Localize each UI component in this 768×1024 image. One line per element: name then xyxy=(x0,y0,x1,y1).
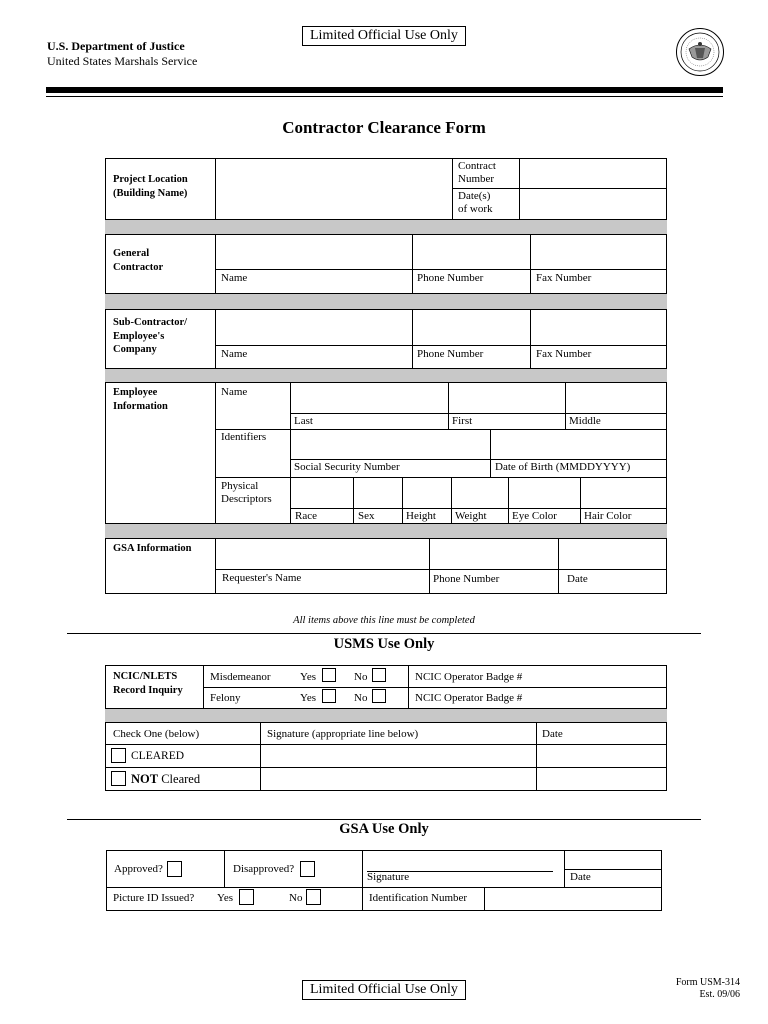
gsa-signature-label: Signature xyxy=(367,871,410,883)
weight-caption: Weight xyxy=(455,510,487,522)
requester-name-caption: Requester's Name xyxy=(222,572,302,584)
felony-yes-checkbox[interactable] xyxy=(322,689,336,703)
header-rule-thin xyxy=(46,96,723,97)
picture-id-label: Picture ID Issued? xyxy=(113,892,195,904)
gsa-use-date-label: Date xyxy=(570,871,591,883)
height-caption: Height xyxy=(406,510,436,522)
sex-caption: Sex xyxy=(358,510,375,522)
service-name: United States Marshals Service xyxy=(47,54,198,68)
picture-id-no-label: No xyxy=(289,892,303,904)
badge-label-2: NCIC Operator Badge # xyxy=(415,692,523,704)
sc-fax-input[interactable] xyxy=(532,312,666,344)
doj-seal-icon xyxy=(675,27,725,77)
last-name-caption: Last xyxy=(294,415,313,427)
gsa-use-date-input[interactable] xyxy=(566,852,661,868)
felony-label: Felony xyxy=(210,692,241,704)
ssn-input[interactable] xyxy=(292,431,489,458)
eye-color-input[interactable] xyxy=(510,479,579,507)
dob-caption: Date of Birth (MMDDYYYY) xyxy=(495,461,631,473)
sc-name-caption: Name xyxy=(221,348,248,360)
separator-bar xyxy=(105,219,667,235)
dob-input[interactable] xyxy=(492,431,666,458)
misdemeanor-yes-label: Yes xyxy=(300,671,317,683)
cleared-label: CLEARED xyxy=(131,750,185,762)
requester-name-input[interactable] xyxy=(217,541,428,568)
header-rule-thick xyxy=(46,87,723,93)
race-input[interactable] xyxy=(292,479,352,507)
signature-label: Signature (appropriate line below) xyxy=(267,728,419,740)
gsa-information-label: GSA Information xyxy=(113,543,192,554)
gsa-section-heading: GSA Use Only xyxy=(339,821,429,837)
form-established-date: Est. 09/06 xyxy=(699,989,740,1000)
badge-label-1: NCIC Operator Badge # xyxy=(415,671,523,683)
sc-phone-caption: Phone Number xyxy=(417,348,484,360)
check-one-label: Check One (below) xyxy=(113,728,200,740)
gc-phone-caption: Phone Number xyxy=(417,272,484,284)
height-input[interactable] xyxy=(404,479,450,507)
ssn-caption: Social Security Number xyxy=(294,461,400,473)
top-classification-banner: Limited Official Use Only xyxy=(302,26,466,46)
form-title: Contractor Clearance Form xyxy=(282,118,486,137)
middle-name-caption: Middle xyxy=(569,415,601,427)
picture-id-yes-checkbox[interactable] xyxy=(239,889,254,905)
misdemeanor-no-label: No xyxy=(354,671,368,683)
picture-id-no-checkbox[interactable] xyxy=(306,889,321,905)
usms-section-heading: USMS Use Only xyxy=(333,636,435,652)
contract-number-input[interactable] xyxy=(521,160,666,187)
sub-contractor-label: Sub-Contractor/ Employee's Company xyxy=(113,317,188,355)
gc-name-caption: Name xyxy=(221,272,248,284)
eye-color-caption: Eye Color xyxy=(512,510,557,522)
badge-input-1[interactable] xyxy=(530,667,666,686)
last-name-input[interactable] xyxy=(292,385,447,412)
gc-fax-input[interactable] xyxy=(532,237,666,268)
misdemeanor-no-checkbox[interactable] xyxy=(372,668,386,682)
gsa-signature-input[interactable] xyxy=(366,852,556,870)
separator-bar xyxy=(105,368,667,383)
first-name-input[interactable] xyxy=(450,385,564,412)
project-location-label: Project Location (Building Name) xyxy=(113,174,188,199)
sc-fax-caption: Fax Number xyxy=(536,348,592,360)
gc-name-input[interactable] xyxy=(217,237,411,268)
ncic-nlets-label: NCIC/NLETS Record Inquiry xyxy=(113,671,183,696)
not-cleared-label: NOT Cleared xyxy=(131,772,201,786)
approved-checkbox[interactable] xyxy=(167,861,182,877)
sc-name-input[interactable] xyxy=(217,312,411,344)
separator-bar xyxy=(105,293,667,310)
identifiers-label: Identifiers xyxy=(221,431,267,443)
gsa-phone-caption: Phone Number xyxy=(433,573,500,585)
picture-id-yes-label: Yes xyxy=(217,892,234,904)
employee-info-label: Employee Information xyxy=(113,387,168,412)
disapproved-checkbox[interactable] xyxy=(300,861,315,877)
not-cleared-checkbox[interactable] xyxy=(111,771,126,786)
employee-name-label: Name xyxy=(221,386,248,398)
dates-of-work-input[interactable] xyxy=(521,190,666,218)
felony-no-checkbox[interactable] xyxy=(372,689,386,703)
misdemeanor-label: Misdemeanor xyxy=(210,671,271,683)
agency-name: U.S. Department of Justice xyxy=(47,39,185,53)
contract-number-label: Contract Number xyxy=(458,160,496,185)
completion-notice: All items above this line must be completed xyxy=(293,615,475,626)
middle-name-input[interactable] xyxy=(567,385,666,412)
physical-descriptors-label: Physical Descriptors xyxy=(221,480,272,505)
gsa-date-caption: Date xyxy=(567,573,588,585)
project-location-input[interactable] xyxy=(217,160,451,217)
gsa-phone-input[interactable] xyxy=(431,541,557,568)
sex-input[interactable] xyxy=(355,479,401,507)
cleared-date-input[interactable] xyxy=(538,746,666,766)
gc-fax-caption: Fax Number xyxy=(536,272,592,284)
race-caption: Race xyxy=(295,510,317,522)
first-name-caption: First xyxy=(452,415,473,427)
misdemeanor-yes-checkbox[interactable] xyxy=(322,668,336,682)
gc-phone-input[interactable] xyxy=(414,237,529,268)
approved-label: Approved? xyxy=(114,863,163,875)
separator-bar xyxy=(105,708,667,723)
hair-color-caption: Hair Color xyxy=(584,510,632,522)
identification-number-label: Identification Number xyxy=(369,892,468,904)
not-cleared-signature-input[interactable] xyxy=(262,769,535,790)
general-contractor-label: General Contractor xyxy=(113,248,164,273)
hair-color-input[interactable] xyxy=(582,479,666,507)
weight-input[interactable] xyxy=(453,479,507,507)
separator-bar xyxy=(105,523,667,539)
usms-date-label: Date xyxy=(542,728,563,740)
form-number: Form USM-314 xyxy=(675,977,740,988)
identification-number-input[interactable] xyxy=(486,889,661,910)
not-cleared-date-input[interactable] xyxy=(538,769,666,790)
cleared-signature-input[interactable] xyxy=(262,746,535,766)
felony-yes-label: Yes xyxy=(300,692,317,704)
bottom-classification-banner: Limited Official Use Only xyxy=(302,980,466,1000)
cleared-checkbox[interactable] xyxy=(111,748,126,763)
dates-of-work-label: Date(s) of work xyxy=(458,190,493,215)
badge-input-2[interactable] xyxy=(530,689,666,707)
felony-no-label: No xyxy=(354,692,368,704)
sc-phone-input[interactable] xyxy=(414,312,529,344)
gsa-date-input[interactable] xyxy=(560,541,666,568)
disapproved-label: Disapproved? xyxy=(233,863,295,875)
